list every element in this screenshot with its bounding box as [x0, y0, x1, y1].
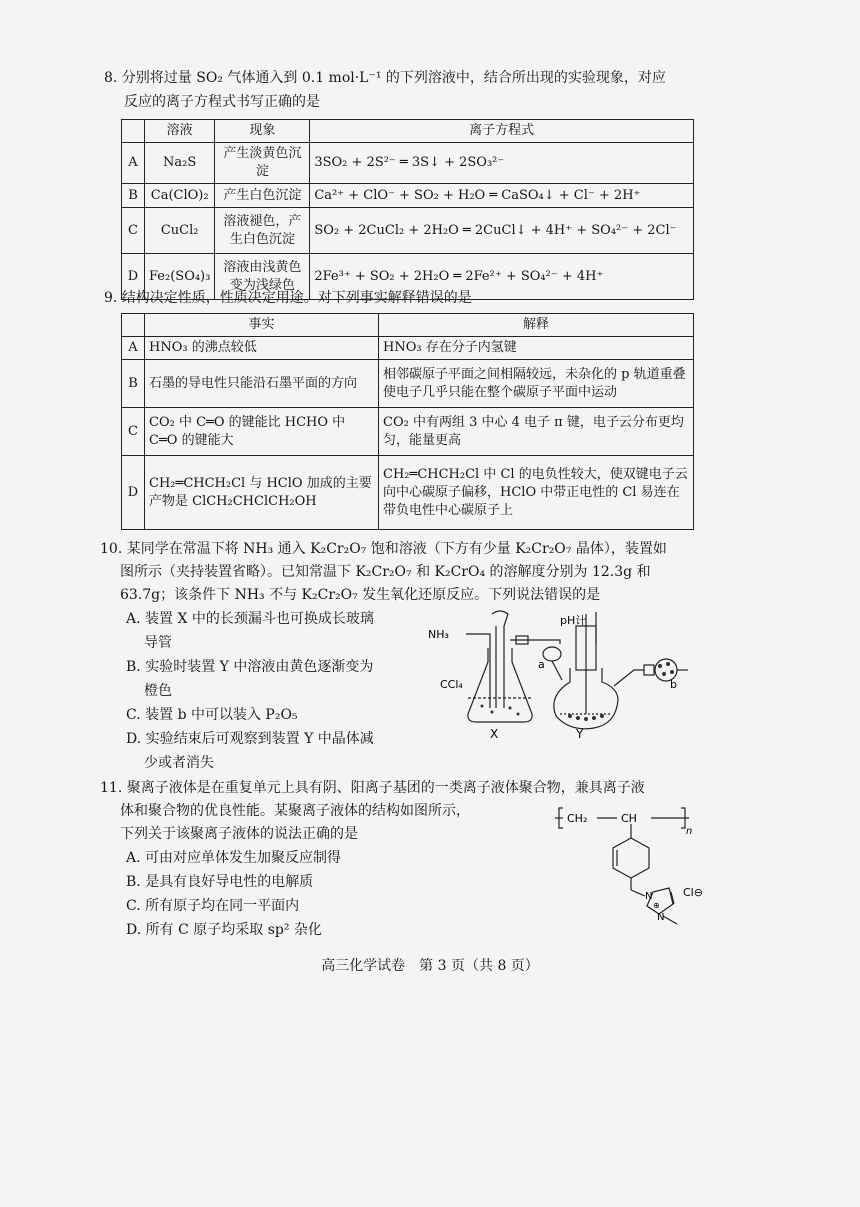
label-b: b: [670, 678, 677, 691]
q8-r0-phenomenon: 产生淡黄色沉淀: [215, 143, 310, 184]
table-row: [122, 184, 694, 208]
q8-header-1: 溶液: [145, 120, 215, 143]
q10-apparatus-diagram: [420, 604, 690, 744]
q9-line1: 9. 结构决定性质，性质决定用途。对下列事实解释错误的是: [104, 290, 472, 306]
connector: [644, 665, 654, 675]
label-n-repeat: n: [686, 826, 693, 837]
q10-line1: 10. 某同学在常温下将 NH₃ 通入 K₂Cr₂O₇ 饱和溶液（下方有少量 K₂Cr₂O₇ 晶体），装置如: [100, 541, 667, 557]
label-nh3: NH₃: [428, 628, 449, 641]
page-footer: 高三化学试卷 第 3 页（共 8 页）: [321, 958, 539, 974]
q9-r0-label: A: [122, 337, 145, 360]
q9-header-1: 事实: [145, 314, 379, 337]
q8-header-2: 现象: [215, 120, 310, 143]
desiccant-dot: [658, 664, 662, 668]
label-ch2: CH₂: [567, 812, 588, 825]
q9-header-0: [122, 314, 145, 337]
q8-r1-phenomenon: 产生白色沉淀: [215, 184, 310, 208]
q8-r2-equation: SO₂ + 2CuCl₂ + 2H₂O ═ 2CuCl↓ + 4H⁺ + SO₄²⁻ + 2Cl⁻: [310, 208, 694, 254]
q9-r1-explanation: 相邻碳原子平面之间相隔较远，未杂化的 p 轨道重叠使电子几乎只能在整个碳原子平面中运动: [379, 360, 694, 408]
q9-r3-fact: CH₂═CHCH₂Cl 与 HClO 加成的主要产物是 ClCH₂CHClCH₂OH: [145, 456, 379, 530]
q9-r3-label: D: [122, 456, 145, 530]
q11-option-c: C. 所有原子均在同一平面内: [126, 898, 300, 914]
bubble-dot: [517, 713, 520, 716]
label-x: X: [490, 727, 499, 741]
q8-r3-equation: 2Fe³⁺ + SO₂ + 2H₂O ═ 2Fe²⁺ + SO₄²⁻ + 4H⁺: [310, 254, 694, 300]
q11-line1: 11. 聚离子液体是在重复单元上具有阴、阳离子基团的一类离子液体聚合物，兼具离子液: [100, 780, 645, 796]
label-ch: CH: [621, 812, 637, 825]
q11-line2: 体和聚合物的优良性能。某聚离子液体的结构如图所示，: [120, 803, 470, 819]
q11-option-a: A. 可由对应单体发生加聚反应制得: [126, 850, 342, 866]
crystal-dot: [592, 716, 596, 720]
label-n2: N: [657, 912, 665, 923]
q8-table: [121, 119, 694, 300]
q9-r2-explanation: CO₂ 中有两组 3 中心 4 电子 π 键，电子云分布更均匀，能量更高: [379, 408, 694, 456]
q10-line3: 63.7g；该条件下 NH₃ 不与 K₂Cr₂O₇ 发生氧化还原反应。下列说法错误的是: [120, 587, 601, 603]
q8-r3-label: D: [122, 254, 145, 300]
linker-to-n: [631, 890, 645, 896]
q8-r2-phenomenon: 溶液褪色，产生白色沉淀: [215, 208, 310, 254]
q10-option-b-line2: 橙色: [144, 683, 172, 699]
q9-r1-fact: 石墨的导电性只能沿石墨平面的方向: [145, 360, 379, 408]
q10-option-a-line1: A. 装置 X 中的长颈漏斗也可换成长玻璃: [126, 611, 374, 627]
q10-option-c: C. 装置 b 中可以装入 P₂O₅: [126, 707, 298, 723]
label-plus: ⊕: [653, 901, 660, 910]
long-neck-funnel: [492, 611, 508, 708]
q10-option-d-line2: 少或者消失: [144, 755, 214, 771]
q9-table: [121, 313, 694, 530]
q8-r3-phenomenon: 溶液由浅黄色变为浅绿色: [215, 254, 310, 300]
q9-header-2: 解释: [379, 314, 694, 337]
q9-r0-fact: HNO₃ 的沸点较低: [145, 337, 379, 360]
n-methyl-bond: [663, 916, 677, 924]
label-ph-meter: pH计: [560, 614, 587, 627]
q8-r1-solution: Ca(ClO)₂: [145, 184, 215, 208]
nh3-inlet-tube: [466, 634, 490, 708]
q9-r1-label: B: [122, 360, 145, 408]
q10-option-a-line2: 导管: [144, 635, 172, 651]
q10-line2: 图所示（夹持装置省略）。已知常温下 K₂Cr₂O₇ 和 K₂CrO₄ 的溶解度分别为 12.3g 和: [120, 564, 651, 580]
table-row: [122, 337, 694, 360]
q8-header-0: [122, 120, 145, 143]
q11-line3: 下列关于该聚离子液体的说法正确的是: [120, 826, 358, 842]
desiccant-dot: [670, 670, 674, 674]
q9-r2-label: C: [122, 408, 145, 456]
q8-r1-equation: Ca²⁺ + ClO⁻ + SO₂ + H₂O ═ CaSO₄↓ + Cl⁻ + 2H⁺: [310, 184, 694, 208]
table-row: [122, 360, 694, 408]
q8-r0-label: A: [122, 143, 145, 184]
q8-r0-equation: 3SO₂ + 2S²⁻ ═ 3S↓ + 2SO₃²⁻: [310, 143, 694, 184]
label-a: a: [538, 658, 545, 671]
q8-header-3: 离子方程式: [310, 120, 694, 143]
desiccant-dot: [662, 672, 666, 676]
q8-line1: 8. 分别将过量 SO₂ 气体通入到 0.1 mol·L⁻¹ 的下列溶液中，结合所出现的实验现象，对应: [104, 70, 666, 86]
table-row: [122, 408, 694, 456]
side-arm: [614, 670, 644, 686]
table-row: [122, 143, 694, 184]
bubble-dot: [491, 711, 494, 714]
q9-r0-explanation: HNO₃ 存在分子内氢键: [379, 337, 694, 360]
label-n1: N: [645, 891, 653, 902]
q11-polymer-structure: [555, 800, 725, 930]
q10-option-d-line1: D. 实验结束后可观察到装置 Y 中晶体减: [126, 731, 374, 747]
label-chloride: Cl⊖: [683, 886, 703, 899]
label-ccl4: CCl₄: [440, 678, 463, 691]
q9-r3-explanation: CH₂═CHCH₂Cl 中 Cl 的电负性较大，使双键电子云向中心碳原子偏移，HClO 中带正电性的 Cl 易连在带负电性中心碳原子上: [379, 456, 694, 530]
benzene-ring: [613, 838, 649, 878]
q11-option-b: B. 是具有良好导电性的电解质: [126, 874, 314, 890]
q8-r3-solution: Fe₂(SO₄)₃: [145, 254, 215, 300]
bubble-dot: [509, 707, 512, 710]
desiccant-dot: [666, 662, 670, 666]
bubble-dot: [481, 705, 484, 708]
tube-to-y: [552, 661, 562, 680]
table-row: [122, 208, 694, 254]
crystal-dot: [568, 714, 572, 718]
crystal-dot: [584, 717, 588, 721]
q10-option-b-line1: B. 实验时装置 Y 中溶液由黄色逐渐变为: [126, 659, 374, 675]
flask-x: [468, 648, 532, 722]
bulb-a: [543, 647, 561, 661]
q8-line2: 反应的离子方程式书写正确的是: [124, 94, 320, 110]
q8-r2-solution: CuCl₂: [145, 208, 215, 254]
q11-option-d: D. 所有 C 原子均采取 sp² 杂化: [126, 922, 322, 938]
q8-r2-label: C: [122, 208, 145, 254]
crystal-dot: [576, 716, 580, 720]
q8-r1-label: B: [122, 184, 145, 208]
q9-r2-fact: CO₂ 中 C═O 的键能比 HCHO 中 C═O 的键能大: [145, 408, 379, 456]
label-y: Y: [576, 727, 584, 741]
crystal-dot: [600, 714, 604, 718]
q8-r0-solution: Na₂S: [145, 143, 215, 184]
table-row: [122, 456, 694, 530]
